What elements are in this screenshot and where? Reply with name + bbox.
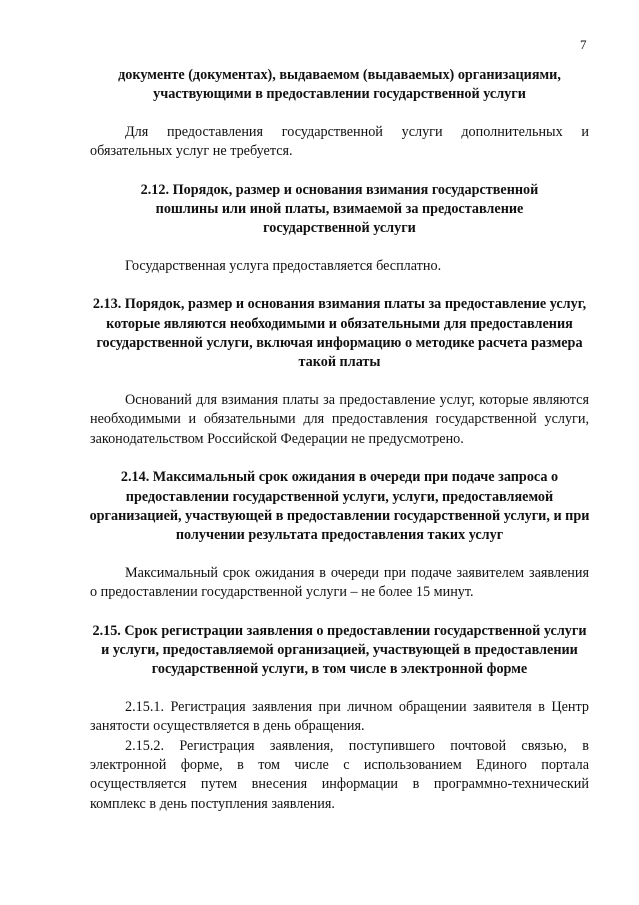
section-heading-continuation: документе (документах), выдаваемом (выдаваемых) организациями, участвующими в предоставлении государственной услуги [118, 67, 561, 103]
page-number: 7 [580, 37, 587, 52]
page-content [90, 66, 589, 814]
paragraph-no-additional-services: Для предоставления государственной услуги дополнительных и обязательных услуг не требуется. [90, 123, 589, 160]
paragraph-2-15-2: 2.15.2. Регистрация заявления, поступившего почтовой связью, в электронной форме, в том числе с использованием Единого портала осуществляется путем внесения информации в программно-технический комплекс в день поступления заявления. [90, 737, 589, 812]
section-heading-2-13: 2.13. Порядок, размер и основания взимания платы за предоставление услуг, которые являются необходимыми и обязательными для предоставления государственной услуги, включая информацию о методике расчета размера такой платы [92, 296, 587, 371]
paragraph-no-fee-grounds: Оснований для взимания платы за предоставление услуг, которые являются необходимыми и обязательными для предоставления государственной услуги, законодательством Российской Федерации не предусмотрено. [90, 391, 589, 447]
paragraph-max-wait-time: Максимальный срок ожидания в очереди при подаче заявителем заявления о предоставлении государственной услуги – не более 15 минут. [90, 564, 589, 601]
section-heading-2-15: 2.15. Срок регистрации заявления о предоставлении государственной услуги и услуги, предоставляемой организацией, участвующей в предоставлении государственной услуги, в том числе в электронной форме [92, 622, 587, 678]
section-heading-2-14: 2.14. Максимальный срок ожидания в очереди при подаче запроса о предоставлении государственной услуги, услуги, предоставляемой организацией, участвующей в предоставлении государственной услуги, и при получении результата предоставления таких услуг [89, 469, 590, 544]
paragraph-2-15-1: 2.15.1. Регистрация заявления при личном обращении заявителя в Центр занятости осуществляется в день обращения. [90, 698, 589, 735]
section-heading-2-12: 2.12. Порядок, размер и основания взимания государственной пошлины или иной платы, взимаемой за предоставление государственной услуги [140, 181, 539, 237]
paragraph-free-of-charge: Государственная услуга предоставляется бесплатно. [125, 257, 442, 274]
